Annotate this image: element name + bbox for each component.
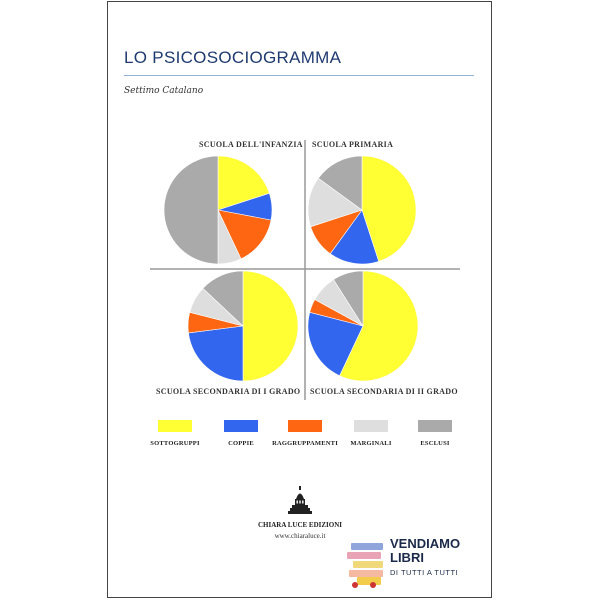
legend-item-sottogruppi: [140, 420, 210, 447]
legend-swatch: [354, 420, 388, 432]
book-title: LO PSICOSOCIOGRAMMA: [124, 48, 342, 67]
legend-item-esclusi: [400, 420, 470, 447]
books-stack-icon: [345, 537, 387, 589]
legend-label: SOTTOGRUPPI: [150, 440, 200, 447]
pie-scuola-secondaria-di-i-grado: [188, 271, 298, 381]
pie-slice-sottogruppi: [243, 271, 298, 381]
chart-legend: [140, 420, 470, 460]
legend-swatch: [158, 420, 192, 432]
publisher-name: CHIARA LUCE EDIZIONI: [257, 521, 343, 529]
badge-line-1: VENDIAMO: [390, 536, 461, 551]
publisher-url: www.chiaraluce.it: [274, 532, 326, 540]
pie-slice-esclusi: [164, 156, 218, 264]
legend-label: MARGINALI: [350, 440, 392, 447]
pie-scuola-dell-infanzia: [164, 156, 272, 264]
pie-scuola-primaria: [308, 156, 416, 264]
vendiamo-libri-badge: [345, 535, 475, 590]
chart-label-infanzia: SCUOLA DELL'INFANZIA: [199, 140, 303, 149]
pie-slice-coppie: [188, 326, 243, 381]
legend-item-raggruppamenti: [264, 420, 346, 447]
pie-charts-svg: [140, 130, 470, 410]
legend-swatch: [224, 420, 258, 432]
tower-logo-icon: [288, 485, 312, 515]
badge-line-3: DI TUTTI A TUTTI: [390, 568, 459, 577]
book-author: Settimo Catalano: [124, 86, 204, 96]
title-divider: [124, 75, 474, 76]
legend-label: ESCLUSI: [420, 440, 450, 447]
legend-swatch: [288, 420, 322, 432]
publisher-block: [240, 485, 360, 540]
legend-swatch: [418, 420, 452, 432]
chart-label-secondaria-ii: SCUOLA SECONDARIA DI II GRADO: [310, 387, 458, 396]
legend-label: RAGGRUPPAMENTI: [272, 440, 338, 447]
badge-line-2: LIBRI: [390, 550, 424, 565]
legend-label: COPPIE: [228, 440, 254, 447]
pie-charts-panel: [140, 130, 470, 410]
legend-item-marginali: [336, 420, 406, 447]
chart-label-primaria: SCUOLA PRIMARIA: [312, 140, 394, 149]
chart-label-secondaria-i: SCUOLA SECONDARIA DI I GRADO: [156, 387, 301, 396]
pie-scuola-secondaria-di-ii-grado: [308, 271, 418, 381]
